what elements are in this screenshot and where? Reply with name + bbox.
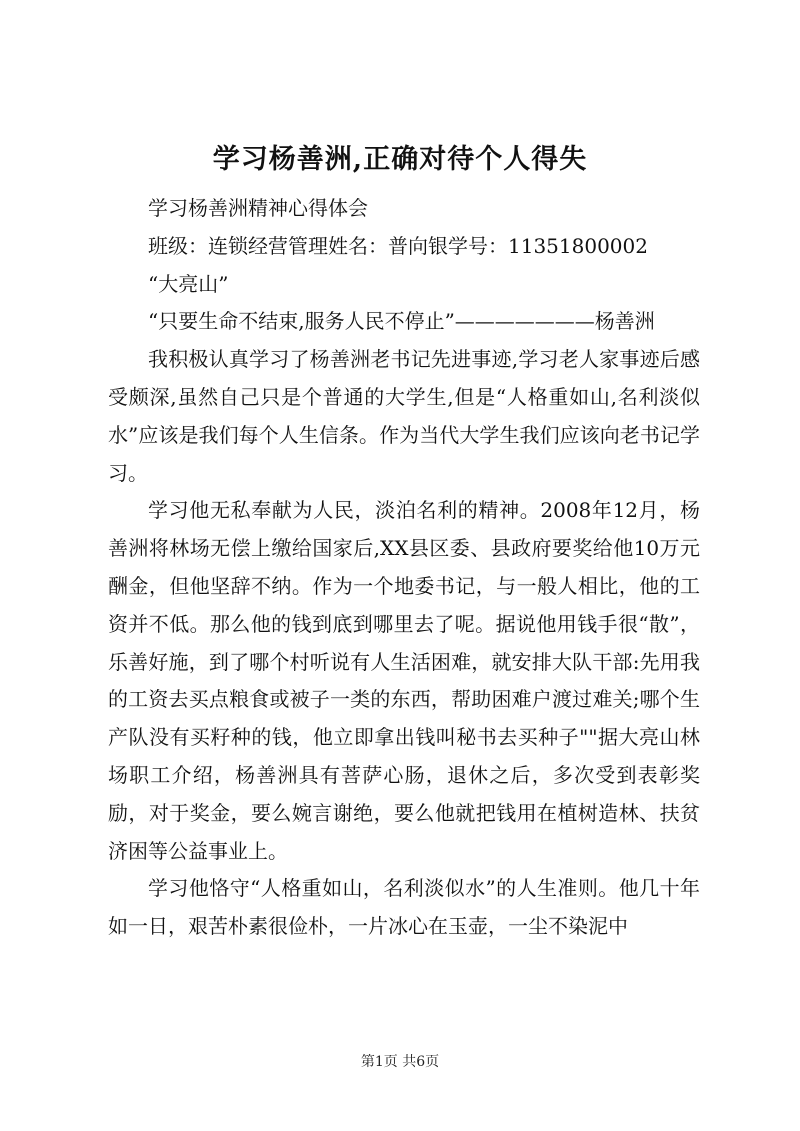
subtitle-line: 学习杨善洲精神心得体会 <box>148 196 368 220</box>
paragraph-3: 学习他恪守“人格重如山，名利淡似水”的人生准则。他几十年如一日，艰苦朴素很俭朴，一片冰心在玉壶，一尘不染泥中 <box>108 876 700 939</box>
page-footer: 第1页 共6页 <box>360 1054 440 1070</box>
quote-line: “只要生命不结束,服务人民不停止”———————杨善洲 <box>148 309 655 334</box>
student-info-line: 班级：连锁经营管理姓名：普向银学号：11351800002 <box>148 233 648 258</box>
paragraph-1: 我积极认真学习了杨善洲老书记先进事迹,学习老人家事迹后感受颇深,虽然自己只是个普通的大学生,但是“人格重如山,名利淡似水”应该是我们每个人生信条。作为当代大学生我们应该向老书记学习。 <box>108 347 700 485</box>
document-title: 学习杨善洲,正确对待个人得失 <box>212 144 588 175</box>
nickname-line: “大亮山” <box>148 271 229 296</box>
document-body <box>108 190 700 946</box>
paragraph-2: 学习他无私奉献为人民，淡泊名利的精神。2008年12月，杨善洲将林场无偿上缴给国家后,XX县区委、县政府要奖给他10万元酬金，但他坚辞不纳。作为一个地委书记，与一般人相比，他的工资并不低。那么他的钱到底到哪里去了呢。据说他用钱手很“散”，乐善好施，到了哪个村听说有人生活困难，就安排大队干部:先用我的工资去买点粮食或被子一类的东西，帮助困难户渡过难关;哪个生产队没有买籽种的钱，他立即拿出钱叫秘书去买种子""据大亮山林场职工介绍，杨善洲具有菩萨心肠，退休之后，多次受到表彰奖励，对于奖金，要么婉言谢绝，要么他就把钱用在植树造林、扶贫济困等公益事业上。 <box>108 498 700 863</box>
